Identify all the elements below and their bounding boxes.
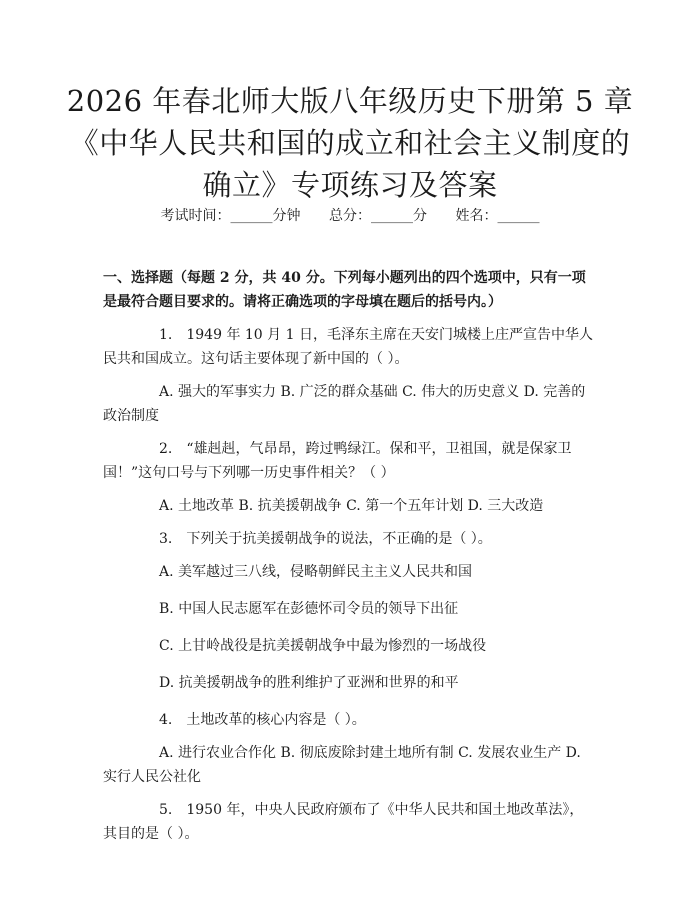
question-4-options: A. 进行农业合作化 B. 彻底废除封建土地所有制 C. 发展农业生产 D. 实行人民公社化	[103, 745, 581, 785]
question-3-option-a: A. 美军越过三八线，侵略朝鲜民主主义人民共和国	[159, 564, 473, 580]
question-number: 1.	[159, 327, 173, 343]
question-1-options: A. 强大的军事实力 B. 广泛的群众基础 C. 伟大的历史意义 D. 完善的政治制度	[103, 384, 586, 424]
title-line-1: 2026 年春北师大版八年级历史下册第 5 章	[66, 84, 634, 118]
total-score: 总分：______分	[329, 208, 427, 224]
exam-meta	[0, 206, 700, 226]
document-title	[60, 80, 640, 206]
question-number: 4.	[159, 712, 173, 728]
question-3	[103, 527, 593, 551]
question-3-option-b: B. 中国人民志愿军在彭德怀司令员的领导下出征	[159, 601, 459, 617]
question-3-option-c: C. 上甘岭战役是抗美援朝战争中最为惨烈的一场战役	[159, 638, 487, 654]
question-number: 5.	[159, 802, 173, 818]
question-text: 1950 年，中央人民政府颁布了《中华人民共和国土地改革法》，其目的是（ ）。	[103, 802, 584, 842]
question-text: 下列关于抗美援朝战争的说法，不正确的是（ ）。	[186, 531, 492, 547]
exam-time: 考试时间：______分钟	[160, 208, 301, 224]
title-line-3: 确立》专项练习及答案	[202, 168, 498, 202]
title-line-2: 《中华人民共和国的成立和社会主义制度的	[69, 126, 631, 160]
question-number: 3.	[159, 531, 173, 547]
student-name: 姓名：______	[455, 208, 540, 224]
question-2-options: A. 土地改革 B. 抗美援朝战争 C. 第一个五年计划 D. 三大改造	[159, 498, 544, 514]
question-2	[103, 437, 593, 485]
question-5	[103, 798, 593, 846]
question-3-option-d: D. 抗美援朝战争的胜利维护了亚洲和世界的和平	[159, 675, 459, 691]
question-text: “雄赳赳，气昂昂，跨过鸭绿江。保和平，卫祖国，就是保家卫国！”这句口号与下列哪一历史事件相关？（ ）	[103, 441, 572, 481]
question-text: 1949 年 10 月 1 日，毛泽东主席在天安门城楼上庄严宣告中华人民共和国成立。这句话主要体现了新中国的（ ）。	[103, 327, 593, 367]
question-text: 土地改革的核心内容是（ ）。	[186, 712, 366, 728]
question-1	[103, 323, 593, 371]
question-4	[103, 708, 593, 732]
section-heading: 一、选择题（每题 2 分，共 40 分。下列每小题列出的四个选项中，只有一项是最符合题目要求的。请将正确选项的字母填在题后的括号内。）	[103, 270, 586, 310]
exam-content	[103, 266, 593, 855]
question-number: 2.	[159, 441, 173, 457]
